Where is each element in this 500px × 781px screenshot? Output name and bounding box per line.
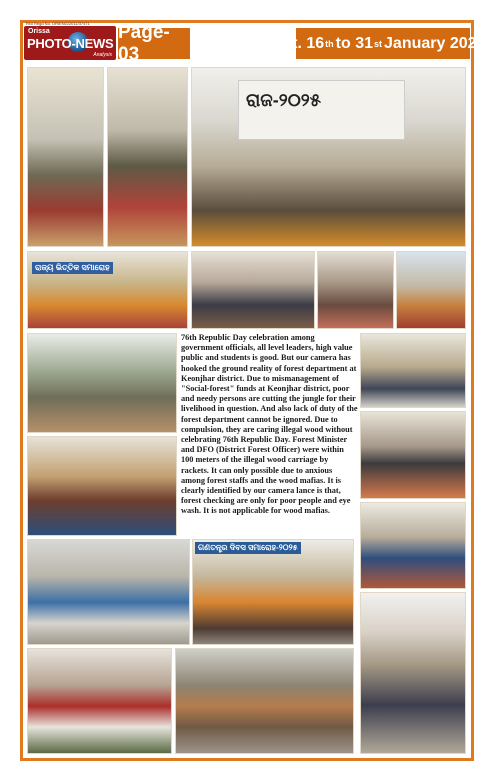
photo-wood-carriers-road <box>27 333 177 433</box>
photo-officials-greeting <box>191 251 315 329</box>
date-suffix: January 2025 <box>384 34 486 52</box>
article-body: 76th Republic Day celebration among government officials, all level leaders, high value public and students is good. But our camera has hooked the ground reality of forest department at Keonjhar district. Due to mismanagement of "Social-forest" funds at Keonjhar district, poor and needy persons are cutting the jungle for their livelihood in question. And also lack of duty of the forest department cannot be ignored. Due to compulsion, they are caring illegal wood without celebrating 76th Republic Day. Forest Minister and DFO (District Forest Officer) were within 100 meters of the illegal wood carriage by rackets. It can only possible due to anxious among forest staffs and the wood mafias. It is clearly identified by our camera lance is that, forest checking are only for poor people and eye wash. It is not applicable for wood mafias. <box>181 333 358 516</box>
photo-minister-with-women <box>317 251 394 329</box>
logo-sub-text: Analysis <box>93 52 112 58</box>
photo-speaker-podium <box>360 333 466 408</box>
photo-flag-hoisting-left <box>27 67 104 247</box>
photo-officials-line <box>360 592 466 754</box>
photo-stage-decoration <box>27 251 188 329</box>
photo-group-standing <box>360 502 466 589</box>
page-number-label: Page-03 <box>118 28 190 59</box>
photo-officials-saluting <box>191 67 466 247</box>
date-prefix: Dt. 16 <box>280 34 325 52</box>
photo-flag-hoisting-right <box>107 67 188 247</box>
photo-cadets-parade <box>175 648 354 754</box>
photo-temple-tableau <box>396 251 466 329</box>
logo-top-text: Orissa <box>28 28 50 35</box>
photo-marching-band <box>27 648 172 754</box>
photo-banner-text: ରାଜ-୨୦୨୫ <box>246 90 321 110</box>
date-middle: to 31 <box>335 34 373 52</box>
photo-stage-banner-text: ରାଜ୍ୟ ଭିତ୍ତିକ ସମାରୋହ <box>32 262 113 274</box>
photo-dignitaries-seated <box>360 411 466 499</box>
date-sup-start: th <box>325 38 334 49</box>
photo-wood-carriers-village <box>27 436 177 536</box>
date-sup-end: st <box>374 38 383 49</box>
logo-main-text: PHOTO-NEWS <box>27 36 114 51</box>
photo-parade-ground <box>27 539 190 645</box>
publication-logo <box>24 26 116 60</box>
photo-stage-ceremony <box>192 539 354 645</box>
photo-ceremony-banner-text: ଗଣତନ୍ତ୍ର ଦିବସ ସମାରୋହ-୨୦୨୫ <box>195 542 301 554</box>
issue-date <box>280 28 486 59</box>
registration-number: RNI Regd No. ORIENG/2011/37471 <box>26 21 90 26</box>
